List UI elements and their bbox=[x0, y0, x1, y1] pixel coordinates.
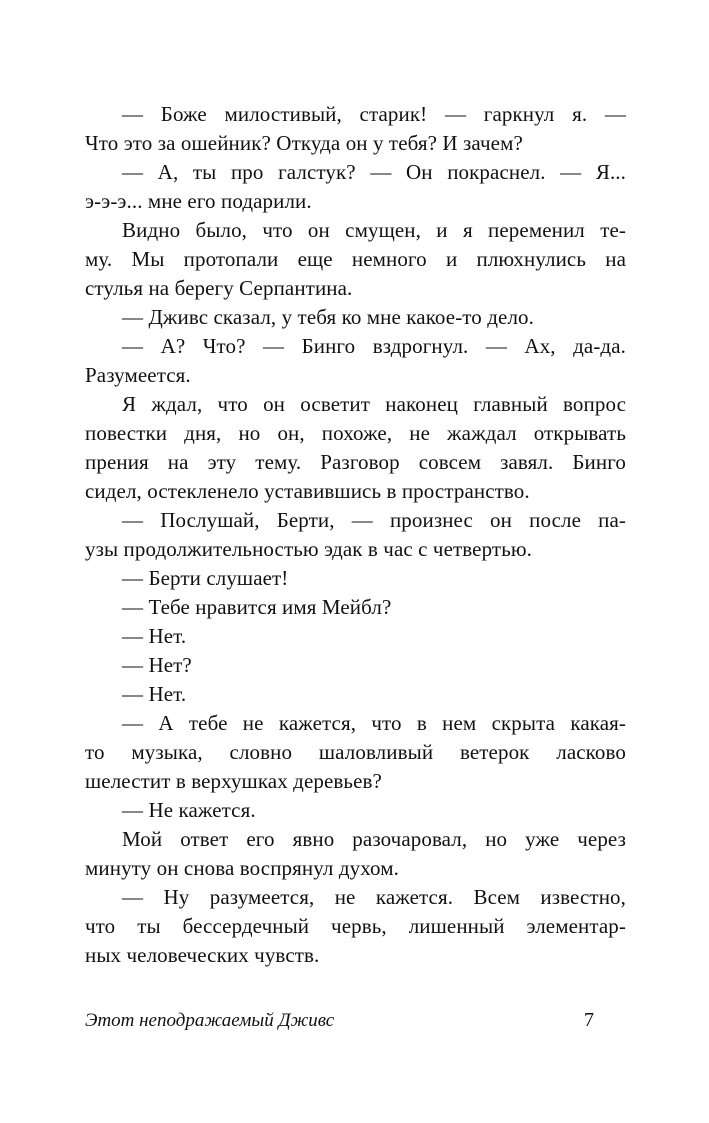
text-line: шелестит в верхушках деревьев? bbox=[85, 769, 382, 793]
text-line: Я ждал, что он осветит наконец главный вопрос bbox=[122, 392, 626, 416]
text-line: сидел, остекленело уставившись в пространство. bbox=[85, 479, 530, 503]
text-line: что ты бессердечный червь, лишенный элементар- bbox=[85, 914, 626, 938]
text-line: то музыка, словно шаловливый ветерок ласково bbox=[85, 740, 626, 764]
paragraph bbox=[85, 883, 626, 970]
paragraph bbox=[85, 593, 626, 622]
running-title: Этот неподражаемый Дживс bbox=[85, 1010, 335, 1031]
paragraph bbox=[85, 158, 626, 216]
text-line: ных человеческих чувств. bbox=[85, 943, 320, 967]
paragraph bbox=[85, 651, 626, 680]
paragraph bbox=[85, 303, 626, 332]
text-line: — Нет? bbox=[122, 653, 192, 677]
text-line: стулья на берегу Серпантина. bbox=[85, 276, 353, 300]
text-line: — Берти слушает! bbox=[122, 566, 289, 590]
text-line: повестки дня, но он, похоже, не жаждал открывать bbox=[85, 421, 626, 445]
text-line: Мой ответ его явно разочаровал, но уже через bbox=[122, 827, 626, 851]
paragraph bbox=[85, 622, 626, 651]
text-line: — Послушай, Берти, — произнес он после па- bbox=[122, 508, 626, 532]
paragraph bbox=[85, 216, 626, 303]
text-line: — Боже милостивый, старик! — гаркнул я. — bbox=[122, 102, 626, 126]
paragraph bbox=[85, 390, 626, 506]
text-line: — А тебе не кажется, что в нем скрыта какая- bbox=[122, 711, 626, 735]
text-block bbox=[85, 100, 626, 970]
paragraph bbox=[85, 796, 626, 825]
text-line: прения на эту тему. Разговор совсем завял. Бинго bbox=[85, 450, 626, 474]
text-line: узы продолжительностью эдак в час с четвертью. bbox=[85, 537, 533, 561]
paragraph bbox=[85, 825, 626, 883]
paragraph bbox=[85, 332, 626, 390]
text-line: — А, ты про галстук? — Он покраснел. — Я... bbox=[122, 160, 626, 184]
page-footer bbox=[85, 1008, 626, 1033]
text-line: — Нет. bbox=[122, 624, 187, 648]
paragraph bbox=[85, 709, 626, 796]
text-line: э-э-э... мне его подарили. bbox=[85, 189, 312, 213]
text-line: — Не кажется. bbox=[122, 798, 256, 822]
text-line: — Дживс сказал, у тебя ко мне какое-то дело. bbox=[122, 305, 534, 329]
text-line: му. Мы протопали еще немного и плюхнулись на bbox=[85, 247, 626, 271]
page-number: 7 bbox=[584, 1009, 594, 1031]
paragraph bbox=[85, 564, 626, 593]
text-line: Разумеется. bbox=[85, 363, 191, 387]
text-line: — Ну разумеется, не кажется. Всем известно, bbox=[122, 885, 626, 909]
paragraph bbox=[85, 100, 626, 158]
text-line: — Нет. bbox=[122, 682, 187, 706]
text-line: Видно было, что он смущен, и я переменил те- bbox=[122, 218, 626, 242]
text-line: минуту он снова воспрянул духом. bbox=[85, 856, 399, 880]
paragraph bbox=[85, 506, 626, 564]
text-line: — Тебе нравится имя Мейбл? bbox=[122, 595, 392, 619]
text-line: — А? Что? — Бинго вздрогнул. — Ах, да-да. bbox=[122, 334, 626, 358]
paragraph bbox=[85, 680, 626, 709]
text-line: Что это за ошейник? Откуда он у тебя? И зачем? bbox=[85, 131, 523, 155]
